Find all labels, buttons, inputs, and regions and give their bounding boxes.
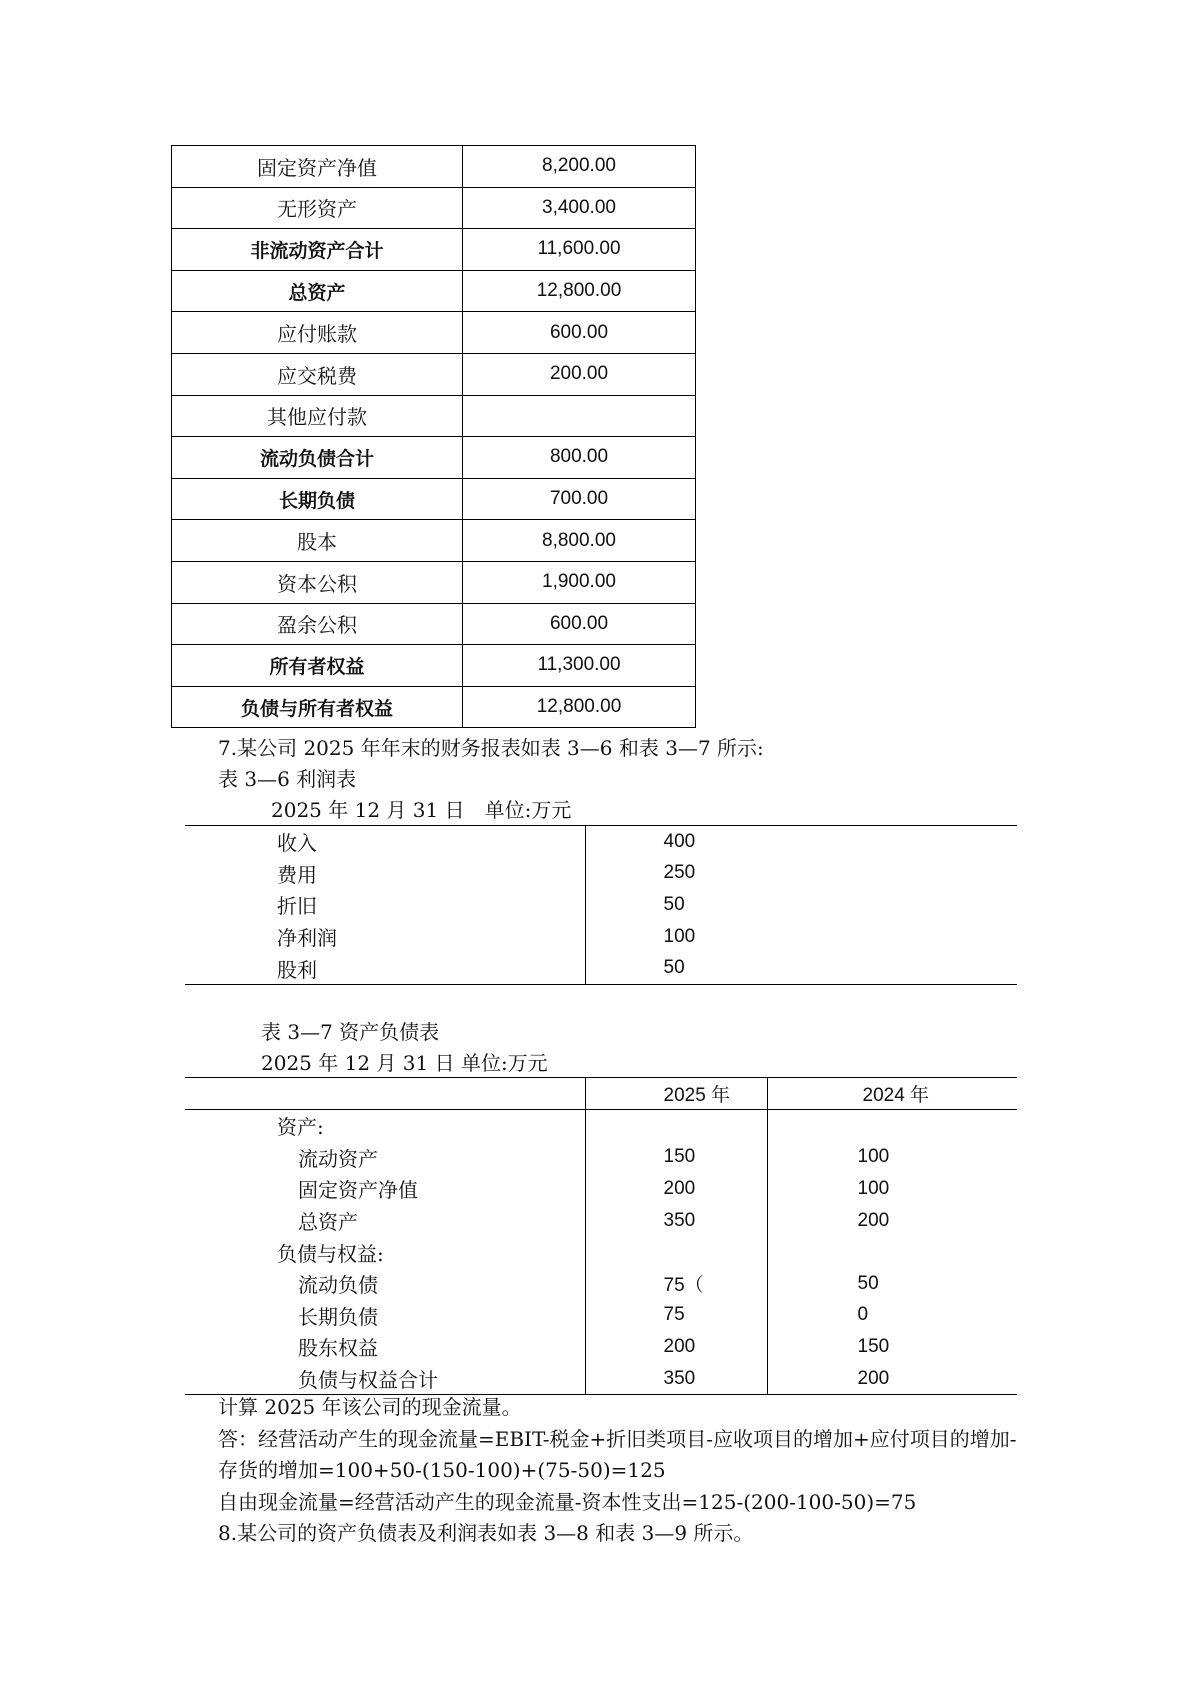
row-value: 11,300.00 (463, 645, 696, 687)
table-header-row (185, 1078, 1017, 1110)
row-label: 应交税费 (172, 353, 463, 395)
balance-value-2025 (585, 1236, 767, 1268)
balance-value-2024: 200 (857, 1367, 890, 1389)
row-value: 12,800.00 (463, 686, 696, 728)
table-row (185, 889, 1017, 921)
row-value: 8,200.00 (463, 146, 696, 188)
balance-value-2024: 200 (857, 1209, 890, 1231)
row-label: 无形资产 (172, 187, 463, 229)
answer-line-2: 存货的增加=100+50-(150-100)+(75-50)=125 (218, 1458, 666, 1482)
row-value: 12,800.00 (463, 270, 696, 312)
row-value: 8,800.00 (463, 520, 696, 562)
row-label: 负债与所有者权益 (172, 686, 463, 728)
balance-label: 资产: (277, 1115, 324, 1140)
balance-label-cell (185, 1110, 585, 1142)
row-label: 股本 (172, 520, 463, 562)
table-row (172, 520, 696, 562)
row-label: 非流动资产合计 (172, 229, 463, 271)
balance-label: 流动资产 (298, 1146, 378, 1171)
header-cell-2025: 2025 年 (585, 1078, 767, 1110)
balance-value-2025: 200 (585, 1173, 767, 1205)
table-row (185, 1205, 1017, 1237)
table-row (172, 437, 696, 479)
row-value: 600.00 (463, 603, 696, 645)
answer-line-1: 答：经营活动产生的现金流量=EBIT-税金+折旧类项目-应收项目的增加+应付项目的增加- (218, 1427, 1017, 1451)
row-value: 700.00 (463, 478, 696, 520)
table-row (185, 858, 1017, 890)
balance-value-2024: 50 (857, 1272, 879, 1294)
table-row (172, 270, 696, 312)
balance-label: 流动负债 (298, 1273, 378, 1298)
table-row (172, 395, 696, 437)
balance-label-cell (185, 1142, 585, 1174)
table-row (172, 561, 696, 603)
row-label: 应付账款 (172, 312, 463, 354)
balance-value-2024: 100 (857, 1177, 890, 1199)
row-label: 资本公积 (172, 561, 463, 603)
row-label: 流动负债合计 (172, 437, 463, 479)
balance-value-2024: 100 (857, 1146, 890, 1168)
row-value: 11,600.00 (463, 229, 696, 271)
table-row (185, 1331, 1017, 1363)
row-label: 所有者权益 (172, 645, 463, 687)
row-value: 1,900.00 (463, 561, 696, 603)
row-value (463, 395, 696, 437)
balance-value-2024 (767, 1236, 1017, 1268)
question-8-intro: 8.某公司的资产负债表及利润表如表 3—8 和表 3—9 所示。 (218, 1521, 754, 1545)
table-row (185, 952, 1017, 984)
income-label: 费用 (185, 858, 585, 890)
balance-label-cell (185, 1363, 585, 1395)
table-row (172, 146, 696, 188)
header-cell-label (185, 1078, 585, 1110)
table-row (185, 826, 1017, 858)
balance-value-2025: 350 (585, 1363, 767, 1395)
balance-value-2025: 350 (585, 1205, 767, 1237)
balance-label: 负债与权益: (277, 1241, 384, 1266)
table-row (185, 1110, 1017, 1142)
income-value: 100 (663, 925, 696, 947)
income-value: 250 (663, 862, 696, 884)
table-row (185, 1236, 1017, 1268)
table-row (172, 187, 696, 229)
header-cell-2024: 2024 年 (767, 1078, 1017, 1110)
balance-label-cell (185, 1236, 585, 1268)
row-label: 固定资产净值 (172, 146, 463, 188)
balance-value-2025: 150 (585, 1142, 767, 1174)
balance-value-2025 (585, 1110, 767, 1142)
balance-value-2025: 75 (585, 1300, 767, 1332)
income-value: 50 (663, 957, 685, 979)
balance-label-cell (185, 1268, 585, 1300)
balance-value-2024 (767, 1110, 1017, 1142)
table-row (172, 686, 696, 728)
table-row (172, 645, 696, 687)
balance-value-2024: 0 (857, 1304, 869, 1326)
income-statement-table (185, 825, 1017, 985)
income-label: 折旧 (185, 889, 585, 921)
balance-label-cell (185, 1205, 585, 1237)
table-3-7-date-unit: 2025 年 12 月 31 日 单位:万元 (261, 1051, 548, 1075)
balance-sheet-continued-table (171, 145, 696, 728)
row-label: 其他应付款 (172, 395, 463, 437)
table-row (172, 229, 696, 271)
balance-label: 总资产 (298, 1210, 358, 1235)
balance-label-cell (185, 1300, 585, 1332)
table-row (172, 478, 696, 520)
income-label: 收入 (185, 826, 585, 858)
table-row (185, 1363, 1017, 1395)
balance-value-2025: 75（ (585, 1268, 767, 1300)
table-3-7-title: 表 3—7 资产负债表 (261, 1020, 440, 1044)
balance-value-2025: 200 (585, 1331, 767, 1363)
balance-value-2024: 150 (857, 1335, 890, 1357)
balance-label: 长期负债 (298, 1304, 378, 1329)
table-row (185, 1142, 1017, 1174)
balance-sheet-table (185, 1077, 1017, 1395)
question-7-intro: 7.某公司 2025 年年末的财务报表如表 3—6 和表 3—7 所示: (218, 736, 764, 760)
answer-line-3: 自由现金流量=经营活动产生的现金流量-资本性支出=125-(200-100-50)=75 (218, 1490, 917, 1514)
income-label: 股利 (185, 952, 585, 984)
row-value: 800.00 (463, 437, 696, 479)
question-text: 计算 2025 年该公司的现金流量。 (218, 1395, 522, 1419)
balance-label: 负债与权益合计 (298, 1368, 438, 1393)
table-row (185, 921, 1017, 953)
balance-label: 股东权益 (298, 1336, 378, 1361)
table-row (172, 603, 696, 645)
balance-label-cell (185, 1331, 585, 1363)
row-value: 200.00 (463, 353, 696, 395)
row-value: 3,400.00 (463, 187, 696, 229)
table-row (185, 1300, 1017, 1332)
table-row (172, 353, 696, 395)
income-value: 400 (663, 830, 696, 852)
table-row (185, 1173, 1017, 1205)
balance-label: 固定资产净值 (298, 1178, 418, 1203)
table-3-6-date-unit: 2025 年 12 月 31 日 单位:万元 (271, 798, 572, 822)
row-label: 总资产 (172, 270, 463, 312)
row-label: 盈余公积 (172, 603, 463, 645)
row-label: 长期负债 (172, 478, 463, 520)
income-value: 50 (663, 893, 685, 915)
income-label: 净利润 (185, 921, 585, 953)
table-row (185, 1268, 1017, 1300)
table-3-6-title: 表 3—6 利润表 (218, 767, 357, 791)
table-row (172, 312, 696, 354)
balance-label-cell (185, 1173, 585, 1205)
row-value: 600.00 (463, 312, 696, 354)
